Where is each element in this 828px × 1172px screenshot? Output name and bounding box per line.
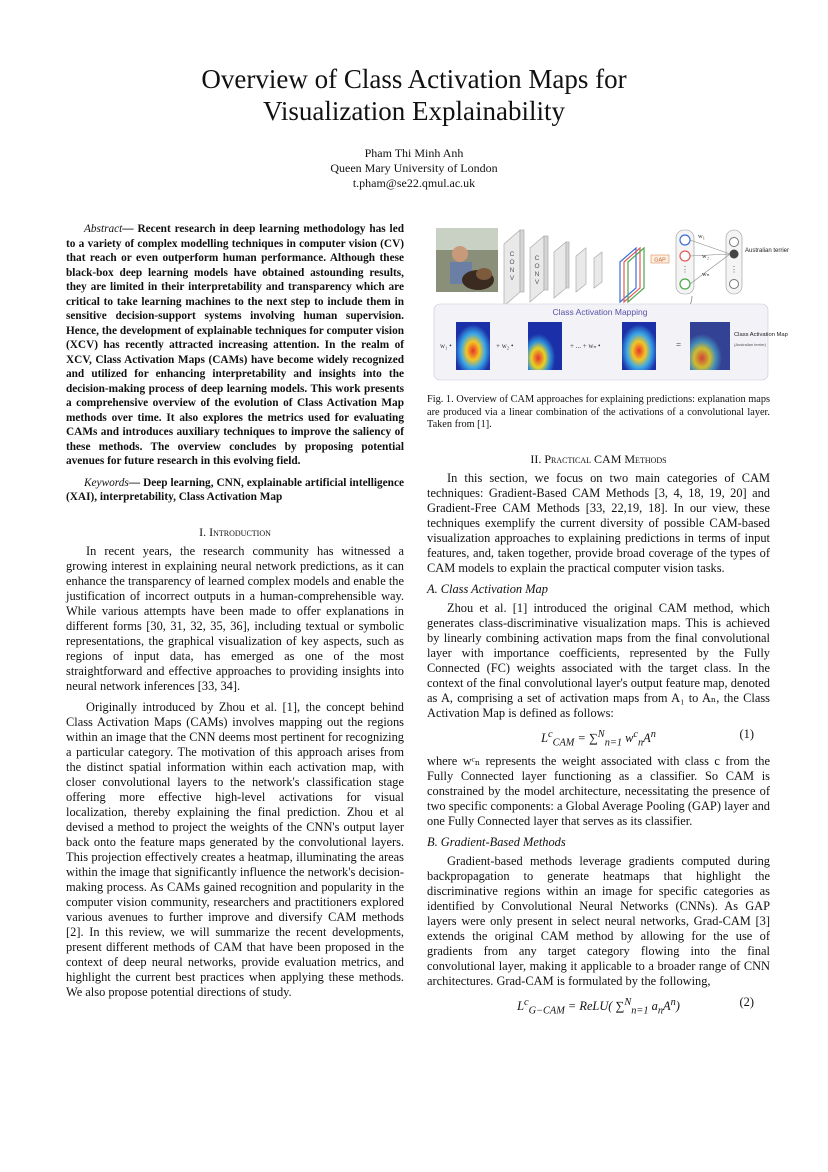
left-column (66, 222, 404, 1006)
subsection-a-paragraph-1: Zhou et al. [1] introduced the original CAM method, which generates class-discriminative visualization maps. This is achieved by linearly combining activation maps from the final convolutional layer with importance coefficients, represented by the Fully Connected (FC) weights associated with the target class. In the context of the final convolutional layer's output feature map, denoted as A, comprising a set of activation maps from A₁ to Aₙ, the Class Activation Map is defined as follows: (427, 601, 770, 720)
paper-title (0, 63, 828, 127)
weight-w2-label: w₂ (702, 253, 709, 260)
conv-layers (504, 230, 602, 306)
cam-result-sublabel: (Australian terrier) (734, 342, 767, 347)
cam-overview-diagram (430, 224, 790, 384)
output-neurons (726, 230, 742, 294)
svg-text:⋮: ⋮ (681, 265, 689, 274)
output-class-label: Australian terrier (745, 248, 790, 254)
equals-sign: = (676, 340, 682, 350)
heatmap-2 (528, 322, 562, 370)
equation-2-number: (2) (739, 994, 754, 1009)
equation-1-body: $L^c_{CAM} = \sum^N_{n=1}$ $w^c_nA^n$ (541, 729, 656, 749)
equation-2-body: $L^c_{G-CAM}$ = ReLU( ∑$^N_{n=1}$ $a_nA^n$) (517, 996, 680, 1017)
abstract-text: — Recent research in deep learning methodology has led to a variety of complex modelling techniques in computer vision (CV) that reach or even outperform human performance. Although these black-box deep learning models have obtained astounding results, they are limited in their interpretability and transparency which are critical to take learning machines to the next step to include them in sensitive decision-support systems involving human supervision. Hence, the development of explainable techniques for computer vision (XCV) has recently attracted increasing attention. In the realm of XCV, Class Activation Maps (CAMs) have become widely recognized and utilized for enhancing interpretability and insights into the decision-making process of deep learning models. This work presents a comprehensive overview of the evolution of Class Activation Map methods over time. It also explores the metrics used for evaluating CAMs and introduces auxiliary techniques to improve the saliency of these methods. The overview concludes by proposing potential avenues for future research in this evolving field. (66, 223, 404, 467)
abstract-label: Abstract (84, 223, 123, 235)
figure-1 (430, 224, 790, 384)
intro-paragraph-1: In recent years, the research community has witnessed a growing interest in explaining neural network predictions, as it can enhance the transparency of learned complex models and enable the justification of incorrect outputs in a human-comprehensible way. While various attempts have been made to offer explanations in different forms [30, 31, 32, 35, 36], including textual or symbolic representations, the graphical visualization of key aspects, such as regions of input data, has emerged as one of the most straightforward and effective approaches to providing insights into neural network inferences [33, 34]. (66, 543, 404, 693)
svg-text:C: C (534, 255, 540, 262)
section-heading-practical: II. Practical CAM Methods (530, 452, 667, 466)
subsection-b-paragraph-1: Gradient-based methods leverage gradients computed during backpropagation to generate heatmaps that highlight the discriminative regions within an image for specific categories as identified by Convolutional Neural Networks (CNNs). As GAP layers were only present in select neural networks, Grad-CAM [3] extends the original CAM method by allowing for the use of gradients from any target category flowing into the final convolutional layer, making it applicable to a broader range of CNN architectures. Grad-CAM is formulated by the following, (427, 853, 770, 988)
cam-banner-title: Class Activation Mapping (552, 307, 648, 317)
wn-term: + ... + wₙ • (570, 342, 601, 350)
gap-neurons (676, 230, 694, 294)
title-line-2: Visualization Explainability (262, 96, 566, 126)
subsection-a-heading: A. Class Activation Map (427, 582, 548, 596)
gap-label: GAP (654, 257, 666, 264)
equation-2 (427, 995, 770, 1019)
section2-paragraph-1: In this section, we focus on two main categories of CAM techniques: Gradient-Based CAM Methods [3, 4, 18, 19, 20] and Gradient-Free CAM Methods [33, 22,19, 18]. In our view, these techniques exemplify the current diversity of possible CAM-based visualization approaches to explaining predictions in terms of input features, and, taken together, provide broad coverage of the types of CAM models to explain the practical computer vision tasks. (427, 471, 770, 575)
equation-1-number: (1) (739, 727, 754, 741)
w2-term: + w₂ • (496, 342, 514, 350)
weight-w1-label: w₁ (698, 233, 705, 240)
author-affiliation: Queen Mary University of London (330, 161, 498, 175)
section-heading-introduction: I. Introduction (199, 524, 271, 539)
final-feature-maps (620, 248, 644, 302)
equation-1 (427, 727, 770, 751)
conv-label-1: C (509, 251, 515, 258)
keywords-label: Keywords (84, 476, 129, 489)
svg-text:N: N (534, 271, 540, 278)
heatmap-n (622, 322, 656, 370)
cam-result (690, 322, 730, 370)
heatmap-1 (456, 322, 490, 370)
w1-term: w₁ • (440, 342, 452, 350)
svg-text:⋮: ⋮ (730, 265, 738, 274)
subsection-b-heading: B. Gradient-Based Methods (427, 834, 566, 849)
author-email: t.pham@se22.qmul.ac.uk (352, 176, 476, 190)
svg-text:V: V (509, 275, 515, 282)
author-name: Pham Thi Minh Anh (364, 146, 464, 160)
right-column (427, 452, 770, 1021)
title-line-1: Overview of Class Activation Maps for (201, 64, 627, 94)
svg-text:O: O (534, 263, 540, 270)
svg-text:O: O (509, 259, 515, 266)
svg-text:V: V (534, 279, 540, 286)
svg-text:N: N (509, 267, 515, 274)
cam-result-label: Class Activation Map (734, 332, 788, 338)
author-block (0, 146, 828, 191)
intro-paragraph-2: Originally introduced by Zhou et al. [1], the concept behind Class Activation Maps (CAMs) involves mapping out the regions within an image that the CNN deems most pertinent for recognizing a particular category. The motivation of this approach arises from the distinct spatial information within each activation map, with closer convolutional layers to the network's classification stage offering more effective high-level activations for visual localization, thereby explaining the final prediction. Zhou et al devised a method to project the weights of the CNN's output layer back onto the feature maps generated by the convolutional layers. This projection effectively creates a heatmap, illuminating the areas within the image that significantly influence the network's decision-making process. As CAMs gained recognition and popularity in the computer vision community, researchers and practitioners explored various avenues to further improve and diversify CAM methods [2]. In this review, we will summarize the recent developments, present different methods of CAM that have been proposed in the context of deep neural networks, provide evaluation metrics, and highlight the current best practices when applying these methods. We also propose potential directions of study. (66, 699, 404, 999)
figure-caption: Fig. 1. Overview of CAM approaches for explaining predictions: explanation maps are produced via a linear combination of the activations of a convolutional layer. Taken from [1]. (427, 394, 770, 430)
input-photo (436, 228, 498, 292)
abstract (66, 222, 404, 469)
subsection-a-paragraph-2: where wᶜₙ represents the weight associated with class c from the Fully Connected layer functioning as a classifier. So CAM is constrained by the model architecture, necessitating the presence of two specific components: a Global Average Pooling (GAP) layer and one Fully Connected layer that serves as its classifier. (427, 753, 770, 828)
keywords-text: — Deep learning, CNN, explainable artificial intelligence (XAI), interpretability, Class Activation Map (66, 476, 404, 503)
weight-wn-label: wₙ (702, 271, 710, 278)
keywords (66, 476, 404, 505)
